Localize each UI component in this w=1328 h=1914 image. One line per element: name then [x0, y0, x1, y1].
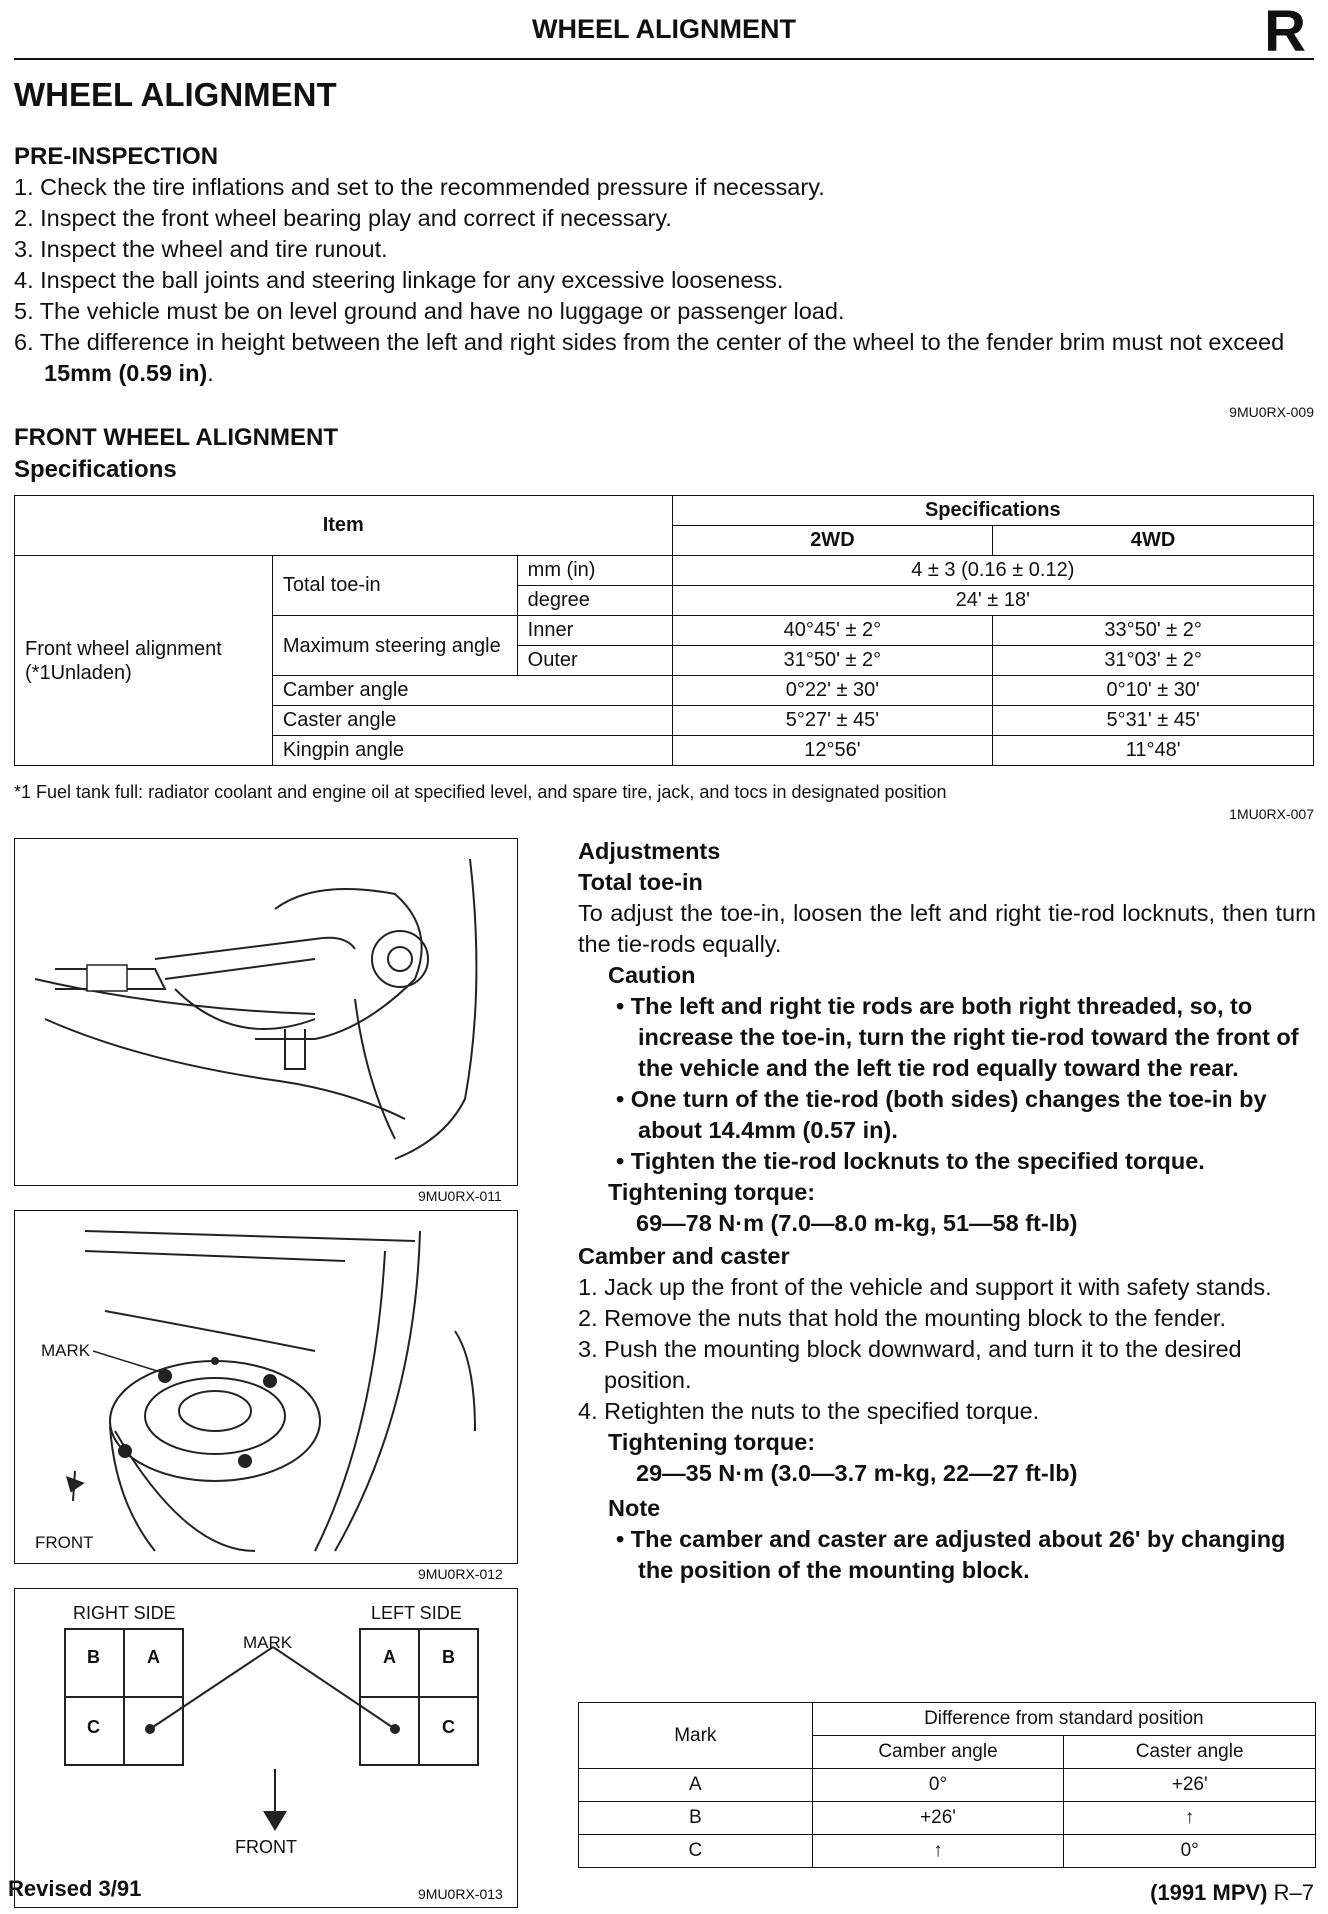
toe-mm-value: 4 ± 3 (0.16 ± 0.12) — [672, 556, 1313, 586]
caster-label: Caster angle — [272, 706, 672, 736]
toe-in-heading: Total toe-in — [578, 869, 703, 895]
torque-label: Tightening torque: — [608, 1429, 816, 1455]
specifications-subheading: Specifications — [14, 456, 177, 483]
adjustments-heading: Adjustments — [578, 838, 721, 864]
note-heading: Note — [608, 1495, 661, 1521]
kingpin-label: Kingpin angle — [272, 736, 672, 766]
pre-inspection-heading: PRE-INSPECTION — [14, 143, 219, 170]
mark-cell: C — [579, 1835, 813, 1868]
list-item — [14, 327, 1314, 389]
figure-id: 9MU0RX-012 — [418, 1566, 503, 1582]
outer-label: Outer — [517, 646, 672, 676]
camber-label: Camber angle — [272, 676, 672, 706]
camber-cell: 0° — [812, 1769, 1064, 1802]
footnote: *1 Fuel tank full: radiator coolant and engine oil at specified level, and spare tire, jack, and tocs in designated position — [14, 782, 947, 802]
section-letter: R — [1264, 0, 1306, 64]
table-row — [579, 1802, 1316, 1835]
figure-id: 9MU0RX-011 — [418, 1188, 502, 1204]
camber-caster-heading: Camber and caster — [578, 1243, 790, 1269]
caution-text: The left and right tie rods are both right threaded, so, to increase the toe-in, turn the right tie-rod toward the front of the vehicle and the left tie rod equally toward the rear. — [630, 993, 1299, 1081]
left-side-label: LEFT SIDE — [371, 1603, 462, 1623]
caution-heading: Caution — [608, 962, 696, 988]
front-alignment-heading: FRONT WHEEL ALIGNMENT — [14, 424, 338, 451]
inner-4wd: 33°50' ± 2° — [993, 616, 1314, 646]
mark-label: MARK — [243, 1633, 293, 1652]
tie-rod-illustration — [15, 839, 517, 1185]
height-limit-value: 15mm (0.59 in) — [44, 360, 208, 386]
step: 4. Retighten the nuts to the specified torque. — [578, 1398, 1040, 1424]
right-side-label: RIGHT SIDE — [73, 1603, 176, 1623]
mark-cell: A — [579, 1769, 813, 1802]
revised-date: Revised 3/91 — [8, 1876, 142, 1901]
torque-label: Tightening torque: — [608, 1179, 816, 1205]
note-item: • The camber and caster are adjusted about 26' by changing the position of the mounting block. — [616, 1526, 1286, 1583]
inner-2wd: 40°45' ± 2° — [672, 616, 993, 646]
caster-header: Caster angle — [1064, 1736, 1316, 1769]
running-header-title: WHEEL ALIGNMENT — [532, 14, 796, 44]
col-4wd: 4WD — [993, 526, 1314, 556]
figure-id: 1MU0RX-007 — [1229, 806, 1314, 822]
kingpin-4wd: 11°48' — [993, 736, 1314, 766]
diff-header: Difference from standard position — [812, 1703, 1315, 1736]
step: 3. Push the mounting block downward, and turn it to the desired position. — [578, 1336, 1242, 1393]
list-item: 5. The vehicle must be on level ground and have no luggage or passenger load. — [14, 298, 845, 324]
caster-2wd: 5°27' ± 45' — [672, 706, 993, 736]
box-a-right: A — [147, 1647, 160, 1667]
box-b-left: B — [442, 1647, 455, 1667]
outer-2wd: 31°50' ± 2° — [672, 646, 993, 676]
page-title: WHEEL ALIGNMENT — [14, 76, 337, 113]
toe-in-text: To adjust the toe-in, loosen the left and right tie-rod locknuts, then turn the tie-rods equally. — [578, 900, 1316, 957]
box-b-right: B — [87, 1647, 100, 1667]
spec-table — [14, 495, 1314, 766]
figure-id: 9MU0RX-013 — [418, 1886, 503, 1902]
caution-item: • The left and right tie rods are both right threaded, so, to increase the toe-in, turn the right tie-rod toward the front of the vehicle and the left tie rod equally toward the rear. — [616, 993, 1299, 1081]
adjustments-section — [578, 836, 1316, 1586]
mark-diagram — [15, 1589, 517, 1907]
max-steer-label: Maximum steering angle — [272, 616, 517, 676]
group-sub: (*1Unladen) — [25, 661, 132, 684]
table-row — [579, 1835, 1316, 1868]
mark-header: Mark — [579, 1703, 813, 1769]
mark-label: MARK — [41, 1341, 91, 1360]
figure-id: 9MU0RX-009 — [1229, 404, 1314, 420]
model-label: (1991 MPV) — [1150, 1880, 1268, 1905]
camber-cell: +26' — [812, 1802, 1064, 1835]
step: 1. Jack up the front of the vehicle and support it with safety stands. — [578, 1274, 1272, 1300]
mark-cell: B — [579, 1802, 813, 1835]
camber-4wd: 0°10' ± 30' — [993, 676, 1314, 706]
unit-mm: mm (in) — [517, 556, 672, 586]
note-text: The camber and caster are adjusted about 26' by changing the position of the mounting block. — [630, 1526, 1286, 1583]
list-item: 3. Inspect the wheel and tire runout. — [14, 236, 388, 262]
outer-4wd: 31°03' ± 2° — [993, 646, 1314, 676]
list-item: 4. Inspect the ball joints and steering linkage for any excessive looseness. — [14, 267, 784, 293]
mark-position-figure — [14, 1588, 518, 1908]
box-c-right: C — [87, 1717, 100, 1737]
caster-cell: 0° — [1064, 1835, 1316, 1868]
caster-4wd: 5°31' ± 45' — [993, 706, 1314, 736]
caution-text: One turn of the tie-rod (both sides) changes the toe-in by about 14.4mm (0.57 in). — [630, 1086, 1267, 1143]
col-2wd: 2WD — [672, 526, 993, 556]
page-number: R–7 — [1273, 1880, 1314, 1905]
inner-label: Inner — [517, 616, 672, 646]
period: . — [207, 360, 214, 386]
page-footer — [1150, 1880, 1314, 1906]
camber-2wd: 0°22' ± 30' — [672, 676, 993, 706]
front-label: FRONT — [235, 1837, 297, 1857]
list-item-text: 6. The difference in height between the left and right sides from the center of the wheel to the fender brim must not exceed — [14, 329, 1285, 355]
unit-deg: degree — [517, 586, 672, 616]
mark-table — [578, 1702, 1316, 1868]
pre-inspection-list — [14, 172, 1314, 389]
tie-rod-figure — [14, 838, 518, 1186]
front-label: FRONT — [35, 1533, 94, 1552]
box-c-left: C — [442, 1717, 455, 1737]
mounting-block-figure — [14, 1210, 518, 1564]
list-item: 1. Check the tire inflations and set to the recommended pressure if necessary. — [14, 174, 825, 200]
kingpin-2wd: 12°56' — [672, 736, 993, 766]
caution-item: • Tighten the tie-rod locknuts to the specified torque. — [616, 1148, 1205, 1174]
caster-cell: ↑ — [1064, 1802, 1316, 1835]
group-label: Front wheel alignment — [25, 637, 222, 660]
camber-header: Camber angle — [812, 1736, 1064, 1769]
group-cell — [15, 556, 273, 766]
toe-deg-value: 24' ± 18' — [672, 586, 1313, 616]
list-item: 2. Inspect the front wheel bearing play and correct if necessary. — [14, 205, 672, 231]
caution-item: • One turn of the tie-rod (both sides) changes the toe-in by about 14.4mm (0.57 in). — [616, 1086, 1267, 1143]
header-rule — [14, 58, 1314, 60]
caster-cell: +26' — [1064, 1769, 1316, 1802]
item-header: Item — [15, 496, 673, 556]
spec-header: Specifications — [672, 496, 1313, 526]
table-row — [579, 1769, 1316, 1802]
torque-value: 29—35 N·m (3.0—3.7 m-kg, 22—27 ft-lb) — [636, 1460, 1078, 1486]
step: 2. Remove the nuts that hold the mounting block to the fender. — [578, 1305, 1226, 1331]
camber-cell: ↑ — [812, 1835, 1064, 1868]
total-toe-in-label: Total toe-in — [272, 556, 517, 616]
caution-text: Tighten the tie-rod locknuts to the specified torque. — [630, 1148, 1205, 1174]
box-a-left: A — [383, 1647, 396, 1667]
torque-value: 69—78 N·m (7.0—8.0 m-kg, 51—58 ft-lb) — [636, 1210, 1078, 1236]
mounting-block-illustration — [15, 1211, 517, 1563]
